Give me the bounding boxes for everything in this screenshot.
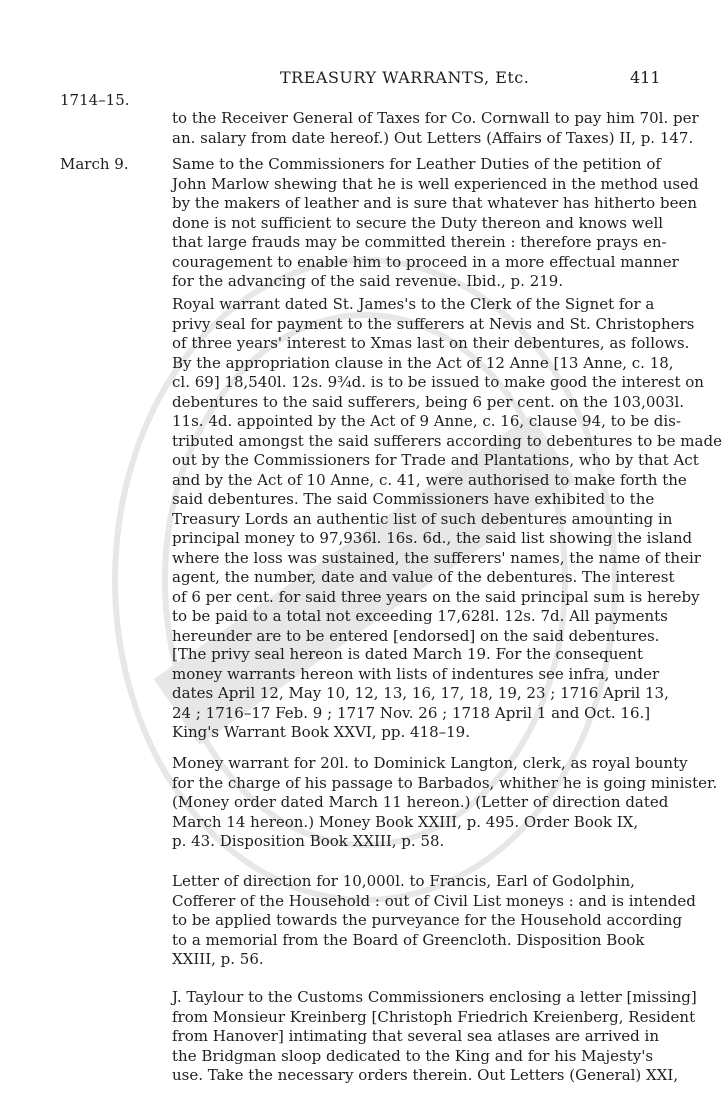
entry-line: J. Taylour to the Customs Commissioners enclosing a letter [missing]: [172, 988, 697, 1006]
entry-line: for the charge of his passage to Barbados, whither he is going minister.: [172, 773, 718, 792]
entry-line: dates April 12, May 10, 12, 13, 16, 17, 18, 19, 23 ; 1716 April 13,: [172, 684, 669, 702]
entry-line: privy seal for payment to the sufferers at Nevis and St. Christophers: [172, 314, 695, 333]
entry-paragraph: [172, 295, 722, 646]
entry-line: John Marlow shewing that he is well experienced in the method used: [172, 174, 699, 193]
entry-line: Letter of direction for 10,000l. to Francis, Earl of Godolphin,: [172, 872, 635, 890]
entry-line: March 14 hereon.) Money Book XXIII, p. 495. Order Book IX,: [172, 812, 639, 831]
entry-paragraph: [172, 872, 696, 970]
entry-line: agent, the number, date and value of the debentures. The interest: [172, 568, 675, 586]
entry-line: Money warrant for 20l. to Dominick Langton, clerk, as royal bounty: [172, 754, 688, 772]
entry-line: 11s. 4d. appointed by the Act of 9 Anne, c. 16, clause 94, to be dis-: [172, 412, 681, 430]
entry-paragraph: [172, 155, 699, 292]
entry-line: to be paid to a total not exceeding 17,628l. 12s. 7d. All payments: [172, 607, 668, 625]
entry-line: to the Receiver General of Taxes for Co. Cornwall to pay him 70l. per: [172, 109, 699, 127]
year-range: 1714–15.: [60, 91, 130, 109]
entry-line: from Monsieur Kreinberg [Christoph Friedrich Kreienberg, Resident: [172, 1007, 696, 1026]
entry-line: from Hanover] intimating that several sea atlases are arrived in: [172, 1027, 659, 1045]
entry-paragraph: [172, 754, 718, 852]
entry-line: 24 ; 1716–17 Feb. 9 ; 1717 Nov. 26 ; 1718 April 1 and Oct. 16.]: [172, 703, 651, 722]
entry-line: the Bridgman sloop dedicated to the King and for his Majesty's: [172, 1046, 654, 1065]
entry-line: Royal warrant dated St. James's to the Clerk of the Signet for a: [172, 295, 655, 313]
entry-line: use. Take the necessary orders therein. Out Letters (General) XXI,: [172, 1066, 679, 1084]
entry-line: to a memorial from the Board of Greencloth. Disposition Book: [172, 930, 645, 949]
entry-line: an. salary from date hereof.) Out Letters (Affairs of Taxes) II, p. 147.: [172, 128, 694, 147]
entry-line: Treasury Lords an authentic list of such debentures amounting in: [172, 509, 673, 528]
running-title: TREASURY WARRANTS, Etc.: [280, 68, 530, 87]
entry-line: cl. 69] 18,540l. 12s. 9¾d. is to be issued to make good the interest on: [172, 373, 704, 391]
margin-date: March 9.: [60, 155, 129, 173]
entry-line: of 6 per cent. for said three years on the said principal sum is hereby: [172, 587, 700, 606]
entry-paragraph: [172, 988, 697, 1086]
entry-line: principal money to 97,936l. 16s. 6d., the said list showing the island: [172, 529, 693, 547]
entry-line: Cofferer of the Household : out of Civil List moneys : and is intended: [172, 891, 696, 910]
entry-line: of three years' interest to Xmas last on their debentures, as follows.: [172, 334, 690, 352]
entry-paragraph: [172, 645, 692, 743]
entry-line: and by the Act of 10 Anne, c. 41, were authorised to make forth the: [172, 470, 687, 489]
entry-line: for the advancing of the said revenue. Ibid., p. 219.: [172, 272, 564, 290]
entry-line: XXIII, p. 56.: [172, 950, 264, 968]
entry-line: to be applied towards the purveyance for the Household according: [172, 911, 683, 929]
entry-line: couragement to enable him to proceed in a more effectual manner: [172, 252, 679, 271]
entry-line: that large frauds may be committed therein : therefore prays en-: [172, 233, 667, 251]
entry-line: [The privy seal hereon is dated March 19. For the consequent: [172, 645, 643, 663]
entry-line: p. 43. Disposition Book XXIII, p. 58.: [172, 832, 445, 850]
entry-line: said debentures. The said Commissioners have exhibited to the: [172, 490, 655, 508]
entry-line: debentures to the said sufferers, being 6 per cent. on the 103,003l.: [172, 392, 685, 411]
entry-line: by the makers of leather and is sure that whatever has hitherto been: [172, 194, 697, 212]
entry-line: tributed amongst the said sufferers according to debentures to be made: [172, 431, 722, 450]
entry-line: King's Warrant Book XXVI, pp. 418–19.: [172, 723, 470, 741]
entry-line: out by the Commissioners for Trade and Plantations, who by that Act: [172, 451, 699, 469]
entry-line: By the appropriation clause in the Act of 12 Anne [13 Anne, c. 18,: [172, 353, 674, 372]
entry-line: (Money order dated March 11 hereon.) (Letter of direction dated: [172, 793, 669, 811]
entry-line: done is not sufficient to secure the Duty thereon and knows well: [172, 213, 664, 232]
entry-line: money warrants hereon with lists of indentures see infra, under: [172, 664, 660, 683]
entry-paragraph: [172, 109, 699, 148]
entry-line: hereunder are to be entered [endorsed] on the said debentures.: [172, 626, 660, 645]
entry-line: Same to the Commissioners for Leather Duties of the petition of: [172, 155, 661, 173]
page-number: 411: [630, 68, 661, 87]
entry-line: where the loss was sustained, the sufferers' names, the name of their: [172, 548, 701, 567]
